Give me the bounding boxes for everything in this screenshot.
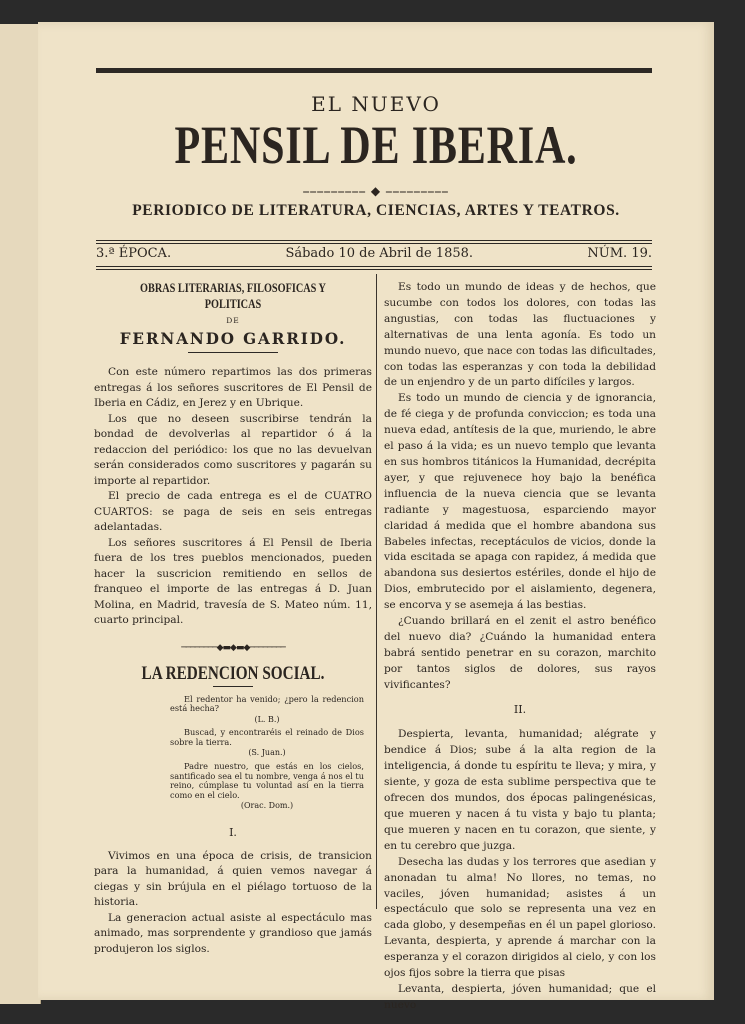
epigraph-source: (L. B.) bbox=[254, 714, 280, 724]
epigraph-text: El redentor ha venido; ¿pero la redencion está hecha? bbox=[170, 693, 364, 714]
notice-paragraph: Los que no deseen suscribirse tendrán la bondad de devolverlas al repartidor ó á la redaccion del periódico: los que no las devuelvan serán considerados como suscritores y pagarán su importe al repartidor. bbox=[94, 412, 372, 487]
left-column bbox=[94, 278, 372, 957]
body-paragraph: Levanta, despierta, jóven humanidad; que el nuevo bbox=[384, 982, 656, 1011]
article-title: LA REDENCION SOCIAL. bbox=[141, 663, 325, 684]
works-heading: OBRAS LITERARIAS, FILOSOFICAS Y POLITICAS bbox=[140, 281, 326, 311]
author-name: FERNANDO GARRIDO. bbox=[119, 328, 347, 348]
issue-date: Sábado 10 de Abril de 1858. bbox=[285, 246, 474, 261]
issue-number: NÚM. 19. bbox=[587, 246, 652, 261]
section-ornament: ────────◆▬◆▬◆──────── bbox=[181, 642, 285, 653]
epigraph-source: (S. Juan.) bbox=[248, 748, 286, 758]
epigraph-text: Buscad, y encontraréis el reinado de Dios sobre la tierra. bbox=[170, 727, 364, 747]
title-rule bbox=[213, 686, 253, 687]
dateline-rule-top-2 bbox=[96, 243, 652, 244]
section-number-two: II. bbox=[513, 702, 527, 716]
section-number-one: I. bbox=[229, 826, 237, 840]
body-paragraph: Es todo un mundo de ciencia y de ignorancia, de fé ciega y de profunda conviccion; es toda una nueva edad, antítesis de la que, muriendo, le abre el paso á la vida; es un nuevo templo que levanta en sus hombros titánicos la Humanidad, decrépita ayer, y que rejuvenece hoy bajo la benéfica influencia de la nueva ciencia que se levanta radiante y magestuosa, esparciendo mayor claridad á medida que el hombre abandona sus Babeles infectas, receptáculos de vicios, donde la vida escitada se apaga con rapidez, á medida que abandona sus desiertos estériles, donde el hijo de Dios, embrutecido por el aislamiento, degenera, se encorva y se asemeja á las bestias. bbox=[384, 392, 656, 612]
masthead-ornament: ⎯⎯⎯⎯⎯⎯⎯⎯⎯ ◆ ⎯⎯⎯⎯⎯⎯⎯⎯⎯ bbox=[303, 184, 449, 198]
newspaper-page bbox=[38, 22, 714, 1011]
notice-paragraph: Los señores suscritores á El Pensil de Iberia fuera de los tres pueblos mencionados, pueden hacer la suscricion remitiendo en sellos de franqueo el importe de las entregas á D. Juan Molina, en Madrid, travesía de S. Mateo núm. 11, cuarto principal. bbox=[94, 536, 372, 626]
dateline-rule-bottom-2 bbox=[96, 269, 652, 270]
dateline-rule-bottom bbox=[96, 266, 652, 267]
epigraph-source: (Orac. Dom.) bbox=[240, 801, 294, 811]
top-rule bbox=[96, 68, 652, 73]
masthead-pretitle: EL NUEVO bbox=[311, 92, 441, 116]
epigraph-text: Padre nuestro, que estás en los cielos, santificado sea el tu nombre, venga á nos el tu reino, cúmplase tu voluntad así en la tierra como en el cielo. bbox=[170, 761, 364, 800]
dateline-rule-top bbox=[96, 240, 652, 241]
notice-paragraph: Con este número repartimos las dos primeras entregas á los señores suscritores de El Pensil de Iberia en Cádiz, en Jerez y en Ubrique. bbox=[94, 366, 372, 409]
body-paragraph: ¿Cuando brillará en el zenit el astro benéfico del nuevo dia? ¿Cuándo la humanidad entera babrá sentido penetrar en su corazon, marchito por tantos siglos de dolores, sus rayos vivificantes? bbox=[384, 615, 656, 691]
epigraph bbox=[170, 695, 364, 812]
facing-page-edge bbox=[0, 24, 41, 1004]
column-divider bbox=[376, 274, 377, 909]
author-rule bbox=[188, 352, 278, 353]
dateline bbox=[96, 246, 652, 261]
body-paragraph: Desecha las dudas y los terrores que asedian y anonadan tu alma! No llores, no temas, no vaciles, jóven humanidad; asistes á un espectáculo que solo se representa una vez en cada globo, y desempeñas en él un papel glorioso. Levanta, despierta, y aprende á marchar con la esperanza y el corazon dirigidos al cielo, y con los ojos fijos sobre la tierra que pisas bbox=[384, 855, 656, 980]
epoca: 3.ª ÉPOCA. bbox=[96, 246, 172, 261]
masthead-subtitle: PERIODICO DE LITERATURA, CIENCIAS, ARTES Y TEATROS. bbox=[132, 202, 620, 219]
right-column bbox=[384, 280, 656, 1014]
works-de: DE bbox=[226, 316, 240, 325]
body-paragraph: Es todo un mundo de ideas y de hechos, que sucumbe con todos los dolores, con todas las angustias, con todas las fluctuaciones y alternativas de una lenta agonía. Es todo un mundo nuevo, que nace con todas las dificultades, con todas las esperanzas y con toda la debilidad de un enjendro y de un parto difíciles y largos. bbox=[384, 281, 656, 389]
body-paragraph: La generacion actual asiste al espectáculo mas animado, mas sorprendente y grandioso que jamás produjeron los siglos. bbox=[94, 911, 372, 955]
body-paragraph: Despierta, levanta, humanidad; alégrate y bendice á Dios; sube á la alta region de la inteligencia, á donde tu espíritu te lleva; y mira, y siente, y goza de esta sublime perspectiva que te ofrecen dos mundos, dos épocas palingenésicas, que mueren y nacen á tu vista y bajo tu planta; que mueren y nacen en tu corazon, que siente, y en tu cerebro que juzga. bbox=[384, 728, 656, 852]
body-paragraph: Vivimos en una época de crisis, de transicion para la humanidad, á quien vemos navegar á ciegas y sin brújula en el piélago tortuoso de la historia. bbox=[94, 849, 372, 909]
notice-paragraph: El precio de cada entrega es el de CUATRO CUARTOS: se paga de seis en seis entregas adelantadas. bbox=[94, 490, 372, 533]
masthead-title: PENSIL DE IBERIA. bbox=[174, 115, 578, 175]
